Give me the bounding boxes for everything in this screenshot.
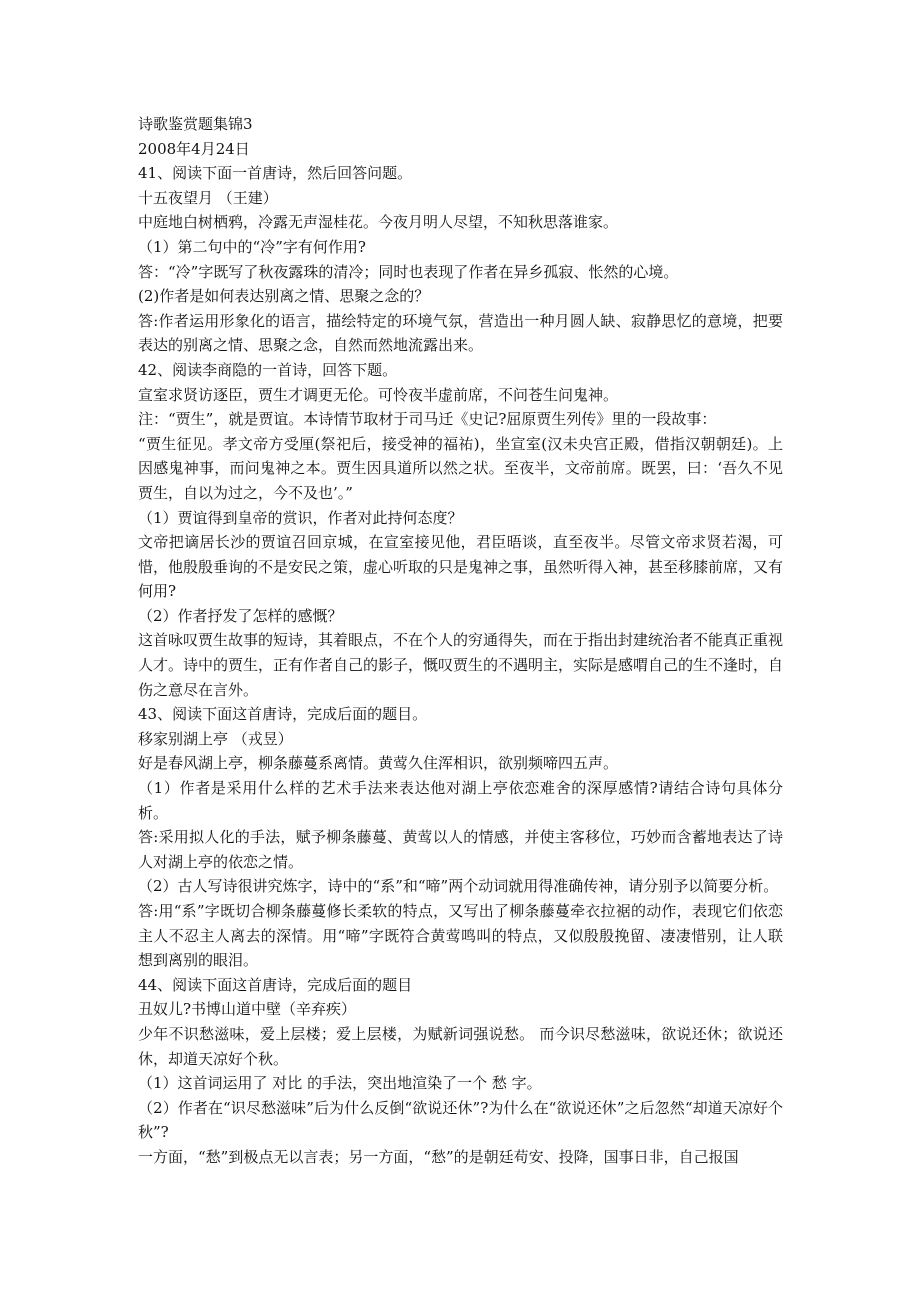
text-line: 文帝把谪居长沙的贾谊召回京城，在宣室接见他，君臣晤谈，直至夜半。尽管文帝求贤若渴，可惜，他殷殷垂询的不是安民之策，虚心听取的只是鬼神之事，虽然听得入神，甚至移膝前席，又有何用? (138, 533, 784, 601)
text-line: （2）古人写诗很讲究炼字，诗中的“系”和“啼”两个动词就用得准确传神，请分别予以简要分析。 (138, 877, 779, 896)
text-line: 44、阅读下面这首唐诗，完成后面的题目 (138, 975, 413, 994)
text-line: 好是春风湖上亭，柳条藤蔓系离情。黄莺久住浑相识，欲别频啼四五声。 (138, 754, 619, 773)
text-line: （1）第二句中的“冷”字有何作用? (138, 237, 366, 256)
text-line: 宣室求贤访逐臣，贾生才调更无伦。可怜夜半虚前席，不问苍生问鬼神。 (138, 385, 619, 404)
document-body (138, 112, 783, 1170)
text-line: 注：“贾生”，就是贾谊。本诗情节取材于司马迁《史记?屈原贾生列传》里的一段故事： (138, 410, 717, 429)
text-line: 42、阅读李商隐的一首诗，回答下题。 (138, 360, 398, 379)
document-title: 诗歌鉴赏题集锦3 (138, 115, 253, 133)
text-line: （1）作者是采用什么样的艺术手法来表达他对湖上亭依恋难舍的深厚感情?请结合诗句具体分析。 (138, 779, 783, 822)
document-date: 2008年4月24日 (138, 139, 250, 158)
text-line: 41、阅读下面一首唐诗，然后回答问题。 (138, 164, 413, 183)
text-line: 移家别湖上亭 （戎昱） (138, 729, 293, 748)
text-line: 答:用“系”字既切合柳条藤蔓修长柔软的特点，又写出了柳条藤蔓牵衣拉裾的动作，表现它们依恋主人不忍主人离去的深情。用“啼”字既符合黄莺鸣叫的特点，又似殷殷挽留、凄凄惜别，让人联想到离别的眼泪。 (138, 902, 783, 970)
text-line: “贾生征见。孝文帝方受厘(祭祀后，接受神的福祐)，坐宣室(汉未央宫正殿，借指汉朝朝廷)。上因感鬼神事，而问鬼神之本。贾生因具道所以然之状。至夜半，文帝前席。既罢，曰：‘吾久不见贾生，自以为过之，今不及也’。” (138, 434, 783, 502)
text-line: 中庭地白树栖鸦，冷露无声湿桂花。今夜月明人尽望，不知秋思落谁家。 (138, 213, 619, 232)
text-line: 这首咏叹贾生故事的短诗，其着眼点，不在个人的穷通得失，而在于指出封建统治者不能真正重视人才。诗中的贾生，正有作者自己的影子，慨叹贾生的不遇明主，实际是感喟自己的生不逢时，自伤之意尽在言外。 (138, 631, 784, 699)
text-line: （2）作者抒发了怎样的感慨？ (138, 606, 343, 625)
text-line: 丑奴儿?书博山道中壁（辛弃疾） (138, 1000, 357, 1019)
text-line: 答：“冷”字既写了秋夜露珠的清冷；同时也表现了作者在异乡孤寂、怅然的心境。 (138, 262, 679, 281)
text-line: （1）贾谊得到皇帝的赏识，作者对此持何态度？ (138, 508, 463, 527)
text-line: 少年不识愁滋味，爱上层楼；爱上层楼，为赋新词强说愁。 而今识尽愁滋味，欲说还休；欲说还休，却道天凉好个秋。 (138, 1024, 783, 1068)
text-line: 43、阅读下面这首唐诗，完成后面的题目。 (138, 705, 428, 724)
text-line: （2）作者在“识尽愁滋味”后为什么反倒“欲说还休”?为什么在“欲说还休”之后忽然“却道天凉好个秋”? (138, 1098, 783, 1142)
text-line: 一方面，“愁”到极点无以言表；另一方面，“愁”的是朝廷苟安、投降，国事日非，自己报国 (138, 1147, 739, 1166)
text-line: 答:作者运用形象化的语言，描绘特定的环境气氛，营造出一种月圆人缺、寂静思忆的意境，把要表达的别离之情、思聚之念，自然而然地流露出来。 (138, 311, 783, 355)
text-line: （1）这首词运用了 对比 的手法，突出地渲染了一个 愁 字。 (138, 1074, 542, 1093)
text-line: (2)作者是如何表达别离之情、思聚之念的？ (138, 287, 430, 306)
text-line: 十五夜望月 （王建） (138, 188, 278, 207)
text-line: 答:采用拟人化的手法，赋予柳条藤蔓、黄莺以人的情感，并使主客移位，巧妙而含蓄地表达了诗人对湖上亭的依恋之情。 (138, 828, 783, 871)
